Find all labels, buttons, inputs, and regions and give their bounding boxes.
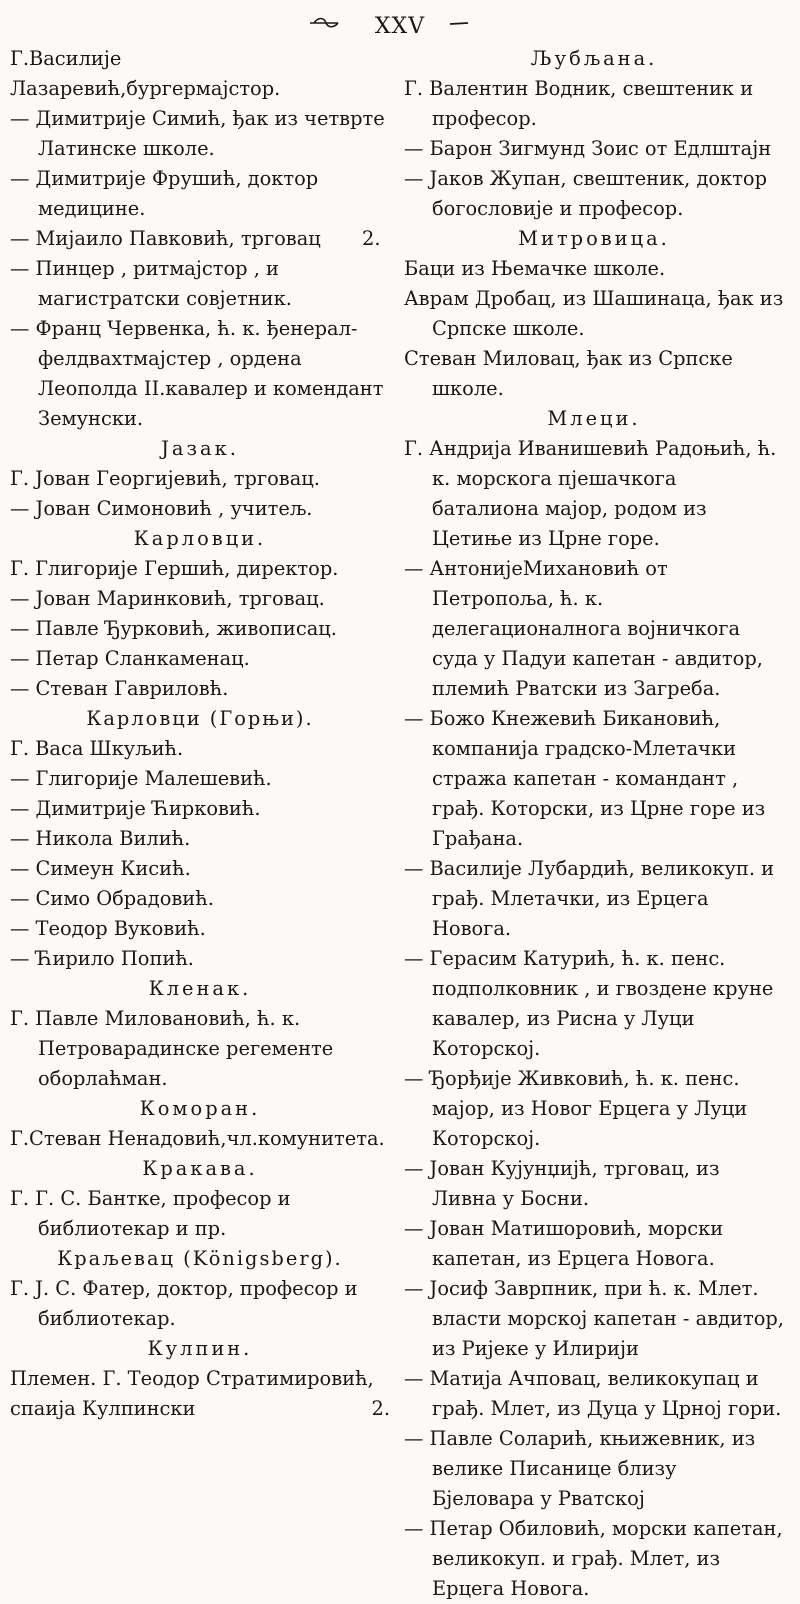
subscriber-name: — Јосиф Заврпник, при ћ. к. Млет. власти морској капетан - авдитор, из Ријеке у Илирији: [404, 1277, 784, 1360]
place-name: Љубљана.: [530, 47, 658, 70]
place-name: Кленак.: [148, 977, 252, 1000]
subscriber-entry: [10, 1274, 390, 1334]
subscriber-name: — Никола Вилић.: [10, 827, 191, 850]
subscriber-entry: [10, 104, 390, 164]
subscriber-entry: — Мијаило Павковић, трговац 2.: [10, 227, 381, 250]
subscriber-name: — Јаков Жупан, свештеник, доктор богословије и професор.: [404, 167, 768, 220]
subscriber-name: — Божо Кнежевић Бикановић, компанија градско-Млетачки стража капетан - командант , грађ. Которски, из Црне горе из Грађана.: [404, 707, 766, 850]
subscriber-entry: [404, 74, 784, 134]
subscriber-name: — Димитрије Фрушић, доктор медицине.: [10, 167, 319, 220]
subscriber-entry: [404, 134, 784, 164]
subscriber-name: — Мијаило Павковић, трговац: [10, 227, 321, 250]
subscriber-name: — Петар Обиловић, морски капетан, великокуп. и грађ. Млет, из Ерцега Новога.: [404, 1517, 783, 1600]
subscriber-name: Г.Стеван Ненадовић,чл.комунитета.: [10, 1127, 385, 1150]
subscriber-entry: [10, 914, 390, 944]
subscriber-name: — Симеун Кисић.: [10, 857, 191, 880]
subscriber-name: — Симо Обрадовић.: [10, 887, 214, 910]
right-column: [404, 44, 784, 1604]
subscriber-name: Г. Г. С. Бантке, професор и библиотекар и пр.: [10, 1187, 291, 1240]
place-name: Карловци.: [133, 527, 267, 550]
subscriber-entry: [10, 674, 390, 704]
subscriber-entry: [404, 854, 784, 944]
subscriber-entry: [10, 1184, 390, 1244]
subscriber-entry: [404, 344, 784, 404]
subscriber-name: — Франц Червенка, ћ. к. ђенерал-фелдвахтмајстер , ордена Леополда II.кавалер и комендант Земунски.: [10, 317, 384, 430]
subscriber-name: Г.Василије Лазаревић,бургермајстор.: [10, 47, 281, 100]
subscriber-entry: [404, 284, 784, 344]
subscriber-entry: [10, 794, 390, 824]
subscriber-entry: [404, 254, 784, 284]
subscriber-name: — Димитрије Симић, ђак из четврте Латинске школе.: [10, 107, 385, 160]
place-heading: [10, 1094, 390, 1124]
subscriber-name: — Барон Зигмунд Зоис от Едлштајн: [404, 137, 772, 160]
subscriber-name: — Димитрије Ћирковић.: [10, 797, 261, 820]
subscriber-entry: [10, 1004, 390, 1094]
subscriber-name: — Јован Симоновић , учитељ.: [10, 497, 313, 520]
place-heading: [10, 704, 390, 734]
place-name: Карловци (Горњи).: [86, 707, 314, 730]
subscriber-entry: [404, 164, 784, 224]
place-name: Млеци.: [547, 407, 641, 430]
place-heading: [404, 224, 784, 254]
subscriber-name: — Матија Ачповац, великокупац и грађ. Млет, из Дуца у Црној гори.: [404, 1367, 782, 1420]
subscriber-entry: [10, 584, 390, 614]
subscriber-name: Аврам Дробац, из Шашинаца, ђак из Српске школе.: [404, 287, 784, 340]
place-heading: [10, 1244, 390, 1274]
subscriber-name: Стеван Миловац, ђак из Српске школе.: [404, 347, 733, 400]
subscriber-name: — Павле Ђурковић, живописац.: [10, 617, 337, 640]
subscriber-entry: [10, 1364, 390, 1424]
subscriber-name: — Јован Матишоровић, морски капетан, из Ерцега Новога.: [404, 1217, 724, 1270]
subscriber-name: — Јован Маринковић, трговац.: [10, 587, 325, 610]
subscriber-entry: [404, 1214, 784, 1274]
subscriber-name: — Ђорђије Живковић, ћ. к. пенс. мајор, из Новог Ерцега у Луци Которској.: [404, 1067, 748, 1150]
subscriber-name: Баци из Њемачке школе.: [404, 257, 666, 280]
place-heading: [10, 434, 390, 464]
page-number: XXV: [374, 14, 426, 39]
subscriber-entry: [404, 1424, 784, 1514]
place-name: Кракава.: [142, 1157, 258, 1180]
subscriber-name: Г. Ј. С. Фатер, доктор, професор и библиотекар.: [10, 1277, 358, 1330]
subscriber-entry: [10, 884, 390, 914]
place-name: Кулпин.: [147, 1337, 253, 1360]
place-heading: [404, 404, 784, 434]
subscriber-name: Г. Васа Шкуљић.: [10, 737, 184, 760]
subscriber-entry: [10, 944, 390, 974]
place-heading: [10, 524, 390, 554]
subscriber-entry: [10, 554, 390, 584]
subscriber-entry: [10, 614, 390, 644]
subscriber-entry: [404, 1274, 784, 1364]
place-name: Краљевац (Königsberg).: [57, 1247, 343, 1270]
subscriber-name: — Ћирило Попић.: [10, 947, 194, 970]
subscriber-entry: [10, 734, 390, 764]
subscriber-entry: [10, 824, 390, 854]
place-heading: [404, 44, 784, 74]
dash-ornament-icon: [448, 16, 470, 30]
subscriber-entry: [10, 854, 390, 884]
subscriber-entry: [404, 1514, 784, 1604]
subscriber-name: — Павле Соларић, књижевник, из велике Писанице близу Бјеловара у Рватској: [404, 1427, 756, 1510]
subscriber-name: Г. Андрија Иванишевић Радоњић, ћ. к. морскога пјешачкога баталиона мајор, родом из Цетиње из Црне горе.: [404, 437, 777, 550]
place-name: Коморан.: [139, 1097, 261, 1120]
subscriber-entry: [10, 44, 390, 104]
subscriber-entry: [404, 704, 784, 854]
subscriber-name: Г. Валентин Водник, свештеник и професор.: [404, 77, 754, 130]
subscriber-entry: [404, 434, 784, 554]
copies-count: 2.: [371, 1397, 390, 1420]
subscriber-entry: [10, 464, 390, 494]
subscriber-name: — Пинцер , ритмајстор , и магистратски совјетник.: [10, 257, 292, 310]
subscriber-name: — Јован Кујунџијћ, трговац, из Ливна у Босни.: [404, 1157, 720, 1210]
subscriber-entry: [404, 1364, 784, 1424]
subscriber-name: — Василије Лубардић, великокуп. и грађ. Млетачки, из Ерцега Новога.: [404, 857, 775, 940]
subscriber-name: — Стеван Гавриловћ.: [10, 677, 229, 700]
place-heading: [10, 1154, 390, 1184]
left-column: [10, 44, 390, 1424]
page-header: [0, 6, 800, 46]
subscriber-entry: [10, 314, 390, 434]
subscriber-name: Племен. Г. Теодор Стратимировић, спаија Кулпински: [10, 1367, 374, 1420]
subscriber-entry: [10, 1124, 390, 1154]
place-name: Јазак.: [161, 437, 239, 460]
subscriber-name: — АнтонијеМихановић от Петропоља, ћ. к. делегационалнога војничкога суда у Падуи капетан - авдитор, племић Рватски из Загреба.: [404, 557, 763, 700]
subscriber-name: Г. Глигорије Гершић, директор.: [10, 557, 339, 580]
subscriber-entry: [10, 494, 390, 524]
subscriber-name: Г. Јован Георгијевић, трговац.: [10, 467, 320, 490]
subscriber-entry: [10, 764, 390, 794]
place-heading: [10, 974, 390, 1004]
subscriber-entry: [10, 254, 390, 314]
subscriber-name: — Теодор Вуковић.: [10, 917, 206, 940]
subscriber-name: — Герасим Катурић, ћ. к. пенс. подполковник , и гвоздене круне кавалер, из Рисна у Луци Которској.: [404, 947, 774, 1060]
subscriber-entry: [404, 944, 784, 1064]
subscriber-name: Г. Павле Миловановић, ћ. к. Петроварадинске регементе оборлаћман.: [10, 1007, 334, 1090]
subscriber-name: — Глигорије Малешевић.: [10, 767, 272, 790]
subscriber-entry: [10, 164, 390, 224]
subscriber-entry: [404, 554, 784, 704]
place-name: Митровица.: [518, 227, 670, 250]
subscriber-entry: [10, 644, 390, 674]
subscriber-entry: [404, 1064, 784, 1154]
subscriber-name: — Петар Сланкаменац.: [10, 647, 250, 670]
subscriber-entry: [404, 1154, 784, 1214]
